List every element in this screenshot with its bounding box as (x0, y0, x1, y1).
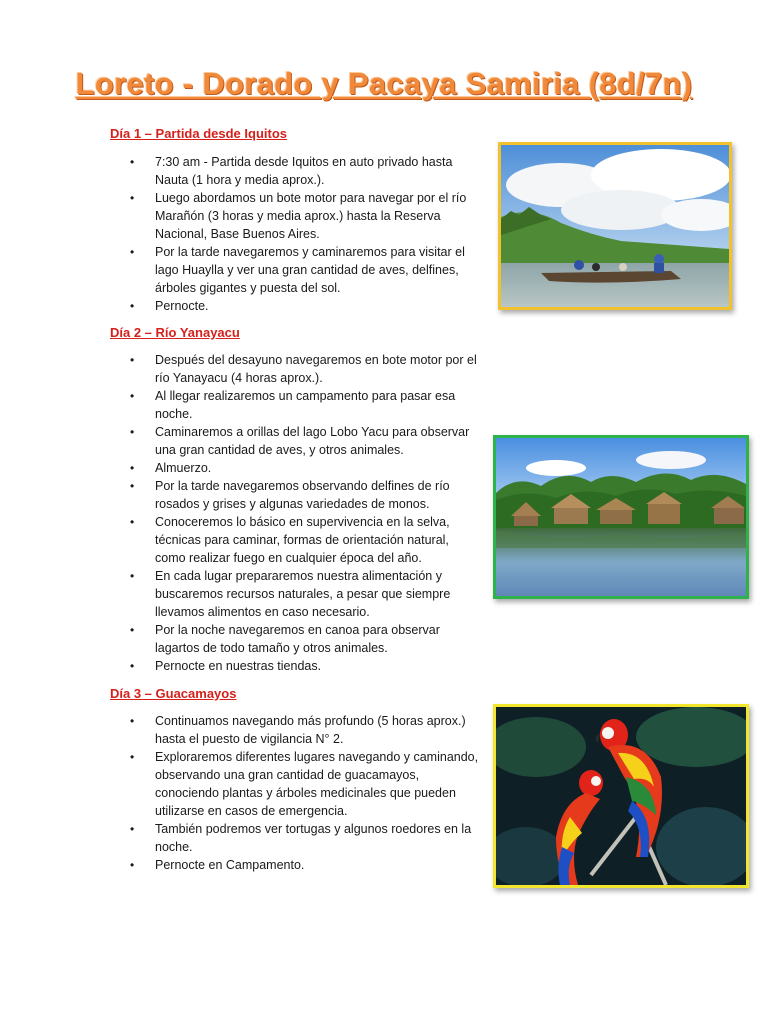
list-item: • Pernocte en nuestras tiendas. (130, 659, 322, 673)
day-2-heading: Día 2 – Río Yanayacu (110, 325, 240, 340)
list-item: • Por la tarde navegaremos observando delfines de río rosados y grises y algunas variedades de monos. (130, 479, 450, 511)
day-1-heading: Día 1 – Partida desde Iquitos (110, 126, 287, 141)
list-item: • 7:30 am - Partida desde Iquitos en auto privado hasta Nauta (1 hora y media aprox.). (130, 155, 453, 187)
boat-on-river-photo (498, 142, 732, 310)
list-item: • Continuamos navegando más profundo (5 horas aprox.) hasta el puesto de vigilancia N° 2. (130, 714, 466, 746)
list-item: • Pernocte. (130, 299, 209, 313)
list-item: • También podremos ver tortugas y algunos roedores en la noche. (130, 822, 472, 854)
list-item: • Por la noche navegaremos en canoa para observar lagartos de todo tamaño y otros animales. (130, 623, 440, 655)
list-item: • En cada lugar prepararemos nuestra alimentación y buscaremos recursos naturales, a pesar que siempre llevamos alimentos en caso necesario. (130, 569, 451, 619)
list-item: • Por la tarde navegaremos y caminaremos para visitar el lago Huaylla y ver una gran cantidad de aves, delfines, árboles gigantes y puesta del sol. (130, 245, 465, 295)
list-item: • Después del desayuno navegaremos en bote motor por el río Yanayacu (4 horas aprox.). (130, 353, 477, 385)
day-3-heading: Día 3 – Guacamayos (110, 686, 237, 701)
list-item: • Almuerzo. (130, 461, 212, 475)
day-2-list (110, 351, 482, 675)
list-item: • Luego abordamos un bote motor para navegar por el río Marañón (3 horas y media aprox.) hasta la Reserva Nacional, Base Buenos Aires. (130, 191, 467, 241)
page-title: Loreto - Dorado y Pacaya Samiria (8d/7n) (75, 66, 693, 101)
macaws-photo (493, 704, 749, 888)
list-item: • Conoceremos lo básico en supervivencia en la selva, técnicas para caminar, formas de orientación natural, como realizar fuego en cualquier época del año. (130, 515, 450, 565)
day-1-list (110, 153, 482, 315)
list-item: • Al llegar realizaremos un campamento para pasar esa noche. (130, 389, 456, 421)
list-item: • Pernocte en Campamento. (130, 858, 305, 872)
list-item: • Caminaremos a orillas del lago Lobo Yacu para observar una gran cantidad de aves, y otros animales. (130, 425, 470, 457)
list-item: • Exploraremos diferentes lugares navegando y caminando, observando una gran cantidad de guacamayos, conociendo plantas y árboles medicinales que pueden utilizarse en casos de emergencia. (130, 750, 479, 818)
riverside-village-photo (493, 435, 749, 599)
day-3-list (110, 712, 482, 874)
